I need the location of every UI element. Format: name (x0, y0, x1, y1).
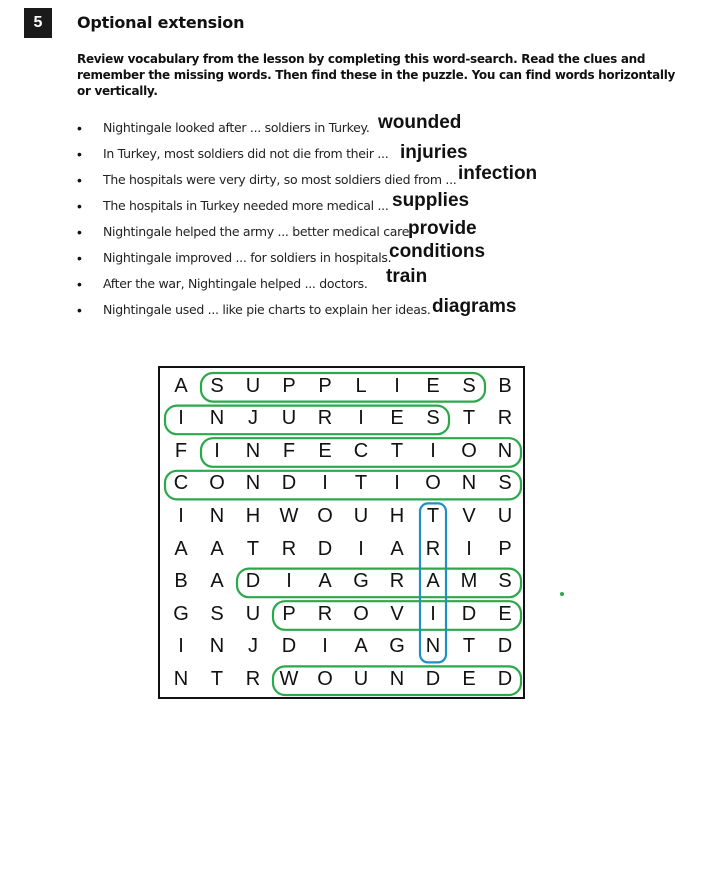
grid-letter: I (322, 472, 328, 495)
grid-letter: N (389, 667, 405, 690)
grid-letter: J (248, 407, 258, 430)
clue-answer: wounded (378, 112, 462, 133)
grid-letter: U (353, 667, 369, 690)
grid-letter: I (430, 439, 436, 462)
grid-letter: I (430, 602, 436, 625)
grid-letter: I (358, 407, 364, 430)
grid-letter: F (282, 439, 296, 462)
grid-letter: T (210, 667, 224, 690)
clue-answer: injuries (400, 142, 468, 163)
grid-letter: W (279, 667, 299, 690)
grid-letter: R (281, 537, 297, 560)
grid-letter: S (210, 602, 224, 625)
grid-letter: E (318, 439, 332, 462)
grid-letter: S (210, 374, 224, 397)
word-circle-provide (273, 601, 521, 630)
grid-letter: N (245, 472, 261, 495)
grid-letter: N (425, 635, 441, 658)
grid-letter: T (462, 407, 476, 430)
grid-letter: N (173, 667, 189, 690)
grid-letter: V (390, 602, 404, 625)
grid-letter: I (178, 504, 184, 527)
bullet-icon: • (77, 250, 82, 266)
word-circle-train (420, 503, 446, 662)
grid-letter: D (497, 635, 513, 658)
word-circle-injuries (165, 406, 449, 435)
grid-letter: B (174, 570, 188, 593)
grid-letter: I (466, 537, 472, 560)
grid-letter: B (498, 374, 512, 397)
grid-letter: H (389, 504, 405, 527)
word-circle-supplies (201, 373, 485, 402)
grid-letter: J (248, 635, 258, 658)
bullet-icon: • (77, 276, 82, 292)
grid-letter: N (209, 635, 225, 658)
grid-letter: I (214, 439, 220, 462)
grid-letter: T (462, 635, 476, 658)
grid-letter: N (209, 504, 225, 527)
clue-text: Nightingale used ... like pie charts to explain her ideas. (103, 302, 431, 317)
clue-text: Nightingale improved ... for soldiers in hospitals. (103, 250, 392, 265)
grid-letter: G (353, 570, 369, 593)
bullet-icon: • (77, 172, 82, 188)
grid-letter: O (317, 504, 333, 527)
grid-letter: D (281, 472, 297, 495)
grid-letter: F (174, 439, 188, 462)
grid-letter: N (245, 439, 261, 462)
word-search-grid (158, 366, 525, 699)
grid-letter: P (282, 374, 296, 397)
clue-text: The hospitals in Turkey needed more medical ... (103, 198, 389, 213)
word-circle-infection (201, 438, 521, 467)
grid-letter: D (461, 602, 477, 625)
grid-letter: A (174, 537, 188, 560)
grid-letter: N (461, 472, 477, 495)
grid-letter: R (317, 602, 333, 625)
grid-letter: P (498, 537, 512, 560)
grid-letter: A (174, 374, 188, 397)
grid-letter: U (245, 374, 261, 397)
clue-answer: conditions (389, 241, 486, 262)
answer-circles (160, 368, 523, 697)
grid-letter: U (497, 504, 513, 527)
grid-letter: E (462, 667, 476, 690)
word-circle-diagrams (237, 569, 521, 598)
grid-letter: A (354, 635, 368, 658)
grid-letter: I (178, 407, 184, 430)
bullet-icon: • (77, 146, 82, 162)
section-title: Optional extension (77, 13, 245, 32)
grid-letter: A (210, 537, 224, 560)
grid-letter: A (390, 537, 404, 560)
grid-letter: O (209, 472, 225, 495)
grid-letter: I (322, 635, 328, 658)
grid-letter: S (498, 472, 512, 495)
word-circle-conditions (165, 471, 521, 500)
grid-letter: S (462, 374, 476, 397)
grid-letter: T (426, 504, 440, 527)
grid-letter: D (425, 667, 441, 690)
bullet-icon: • (77, 198, 82, 214)
grid-letter: U (353, 504, 369, 527)
grid-letter: S (426, 407, 440, 430)
section-number: 5 (33, 14, 43, 31)
grid-letter: G (389, 635, 405, 658)
grid-letter: I (394, 374, 400, 397)
grid-letter: G (173, 602, 189, 625)
grid-letter: A (210, 570, 224, 593)
grid-letter: I (358, 537, 364, 560)
grid-letter: C (353, 439, 369, 462)
section-number-badge (24, 8, 52, 38)
grid-letter: E (498, 602, 512, 625)
grid-letter: R (317, 407, 333, 430)
grid-letter: V (462, 504, 476, 527)
grid-letter: E (390, 407, 404, 430)
clue-answer: train (386, 266, 428, 287)
grid-letter: U (281, 407, 297, 430)
grid-letter: O (461, 439, 477, 462)
grid-letter: R (245, 667, 261, 690)
instructions-text: Review vocabulary from the lesson by completing this word-search. Read the clues and remember the missing words. Then find these in the puzzle. You can find words horizontally or vertically. (77, 52, 676, 98)
grid-letter: S (498, 570, 512, 593)
grid-letter: D (497, 667, 513, 690)
grid-letter: W (279, 504, 299, 527)
grid-letter: C (173, 472, 189, 495)
clue-answer: diagrams (432, 296, 517, 317)
grid-letter: I (286, 570, 292, 593)
grid-letter: O (425, 472, 441, 495)
grid-letter: N (209, 407, 225, 430)
grid-letter: P (318, 374, 332, 397)
grid-letter: D (317, 537, 333, 560)
clue-answer: supplies (392, 190, 470, 211)
clue-text: Nightingale helped the army ... better medical care. (103, 224, 413, 239)
grid-letter: D (281, 635, 297, 658)
bullet-icon: • (77, 224, 82, 240)
clue-answer: infection (458, 163, 538, 184)
grid-letter: T (246, 537, 260, 560)
clue-text: After the war, Nightingale helped ... doctors. (103, 276, 368, 291)
bullet-icon: • (77, 120, 82, 136)
clue-text: In Turkey, most soldiers did not die from their ... (103, 146, 389, 161)
grid-letter: U (245, 602, 261, 625)
grid-letter: O (353, 602, 369, 625)
grid-letter: O (317, 667, 333, 690)
stray-dot (560, 592, 564, 596)
clue-text: Nightingale looked after ... soldiers in Turkey. (103, 120, 370, 135)
grid-letter: T (390, 439, 404, 462)
clue-answer: provide (408, 218, 477, 239)
grid-letter: I (178, 635, 184, 658)
grid-letter: A (426, 570, 440, 593)
grid-letter: P (282, 602, 296, 625)
bullet-icon: • (77, 302, 82, 318)
grid-letter: R (425, 537, 441, 560)
grid-letter: M (460, 570, 478, 593)
grid-letter: T (354, 472, 368, 495)
grid-letter: E (426, 374, 440, 397)
grid-letter: L (355, 374, 367, 397)
grid-letter: I (394, 472, 400, 495)
grid-letter: H (245, 504, 261, 527)
clue-text: The hospitals were very dirty, so most soldiers died from ... (103, 172, 457, 187)
grid-letter: A (318, 570, 332, 593)
grid-letter: R (497, 407, 513, 430)
grid-letter: N (497, 439, 513, 462)
grid-letter: D (245, 570, 261, 593)
grid-letter: R (389, 570, 405, 593)
word-circle-wounded (273, 666, 521, 695)
